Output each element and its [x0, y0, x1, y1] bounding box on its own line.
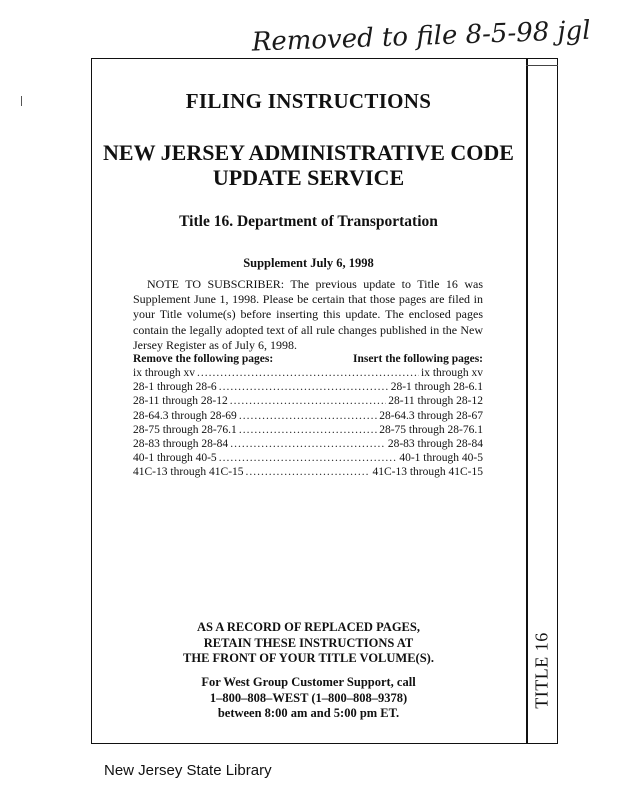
remove-page-range: 28-1 through 28-6 — [133, 381, 217, 394]
remove-page-range: 28-64.3 through 28-69 — [133, 409, 237, 422]
department-title: Title 16. Department of Transportation — [179, 213, 438, 230]
record-line: AS A RECORD OF REPLACED PAGES, — [197, 620, 420, 634]
insert-page-range: 28-1 through 28-6.1 — [390, 381, 483, 394]
leader-dots — [219, 381, 389, 393]
page-change-row — [133, 452, 483, 466]
remove-page-range: 28-83 through 28-84 — [133, 437, 229, 450]
record-instructions — [91, 620, 526, 667]
margin-mark — [21, 96, 22, 106]
insert-page-range: 28-75 through 28-76.1 — [379, 423, 483, 436]
support-line: For West Group Customer Support, call — [201, 675, 416, 689]
page-change-row — [133, 466, 483, 480]
handwritten-note: Removed to file 8-5-98 jgl — [251, 15, 592, 58]
subscriber-note-text: NOTE TO SUBSCRIBER: The previous update to Title 16 was Supplement June 1, 1998. Please be certain that those pages are filed in your Title volume(s) before inserting this update. The enclosed pages contain the legally adopted text of all rule changes published in the New Jersey Register as of July 6, 1998. — [133, 277, 483, 352]
insert-page-range: 28-64.3 through 28-67 — [379, 409, 483, 422]
support-hours: between 8:00 am and 5:00 pm ET. — [217, 706, 400, 720]
leader-dots — [239, 424, 377, 436]
page-change-row — [133, 381, 483, 395]
leader-dots — [230, 438, 386, 450]
side-tab-label: TITLE 16 — [531, 631, 552, 709]
insert-page-range: 28-11 through 28-12 — [388, 395, 483, 408]
record-line: RETAIN THESE INSTRUCTIONS AT — [203, 635, 414, 650]
customer-support — [91, 675, 526, 722]
page-change-row — [133, 410, 483, 424]
page-change-row — [133, 424, 483, 438]
code-title-line-1: NEW JERSEY ADMINISTRATIVE CODE — [103, 140, 514, 165]
remove-page-range: 28-75 through 28-76.1 — [133, 423, 237, 436]
page-title: FILING INSTRUCTIONS — [185, 89, 432, 113]
side-tab — [526, 600, 558, 740]
insert-page-range: 28-83 through 28-84 — [387, 437, 483, 450]
insert-page-range: 41C-13 through 41C-15 — [372, 466, 483, 479]
code-title-line-2: UPDATE SERVICE — [212, 165, 405, 190]
page-change-row — [133, 367, 483, 381]
remove-page-range: ix through xv — [133, 367, 195, 379]
subscriber-note — [133, 277, 483, 353]
insert-page-range: ix through xv — [421, 367, 483, 379]
leader-dots — [239, 410, 377, 422]
page-change-list — [133, 367, 483, 481]
remove-page-range: 40-1 through 40-5 — [133, 452, 217, 465]
remove-page-range: 41C-13 through 41C-15 — [133, 466, 244, 479]
remove-pages-heading: Remove the following pages: — [133, 353, 274, 365]
remove-page-range: 28-11 through 28-12 — [133, 395, 228, 408]
library-footer: New Jersey State Library — [104, 762, 272, 779]
leader-dots — [246, 466, 371, 478]
supplement-date: Supplement July 6, 1998 — [243, 256, 374, 270]
leader-dots — [219, 452, 398, 464]
code-title — [91, 140, 526, 190]
leader-dots — [230, 395, 386, 407]
leader-dots — [197, 367, 419, 379]
record-line: THE FRONT OF YOUR TITLE VOLUME(S). — [183, 651, 434, 665]
support-phone: 1–800–808–WEST (1–800–808–9378) — [209, 690, 408, 705]
tab-top-line — [526, 65, 558, 66]
insert-page-range: 40-1 through 40-5 — [399, 452, 483, 465]
insert-pages-heading: Insert the following pages: — [352, 353, 483, 365]
page-change-row — [133, 438, 483, 452]
page-change-row — [133, 395, 483, 409]
